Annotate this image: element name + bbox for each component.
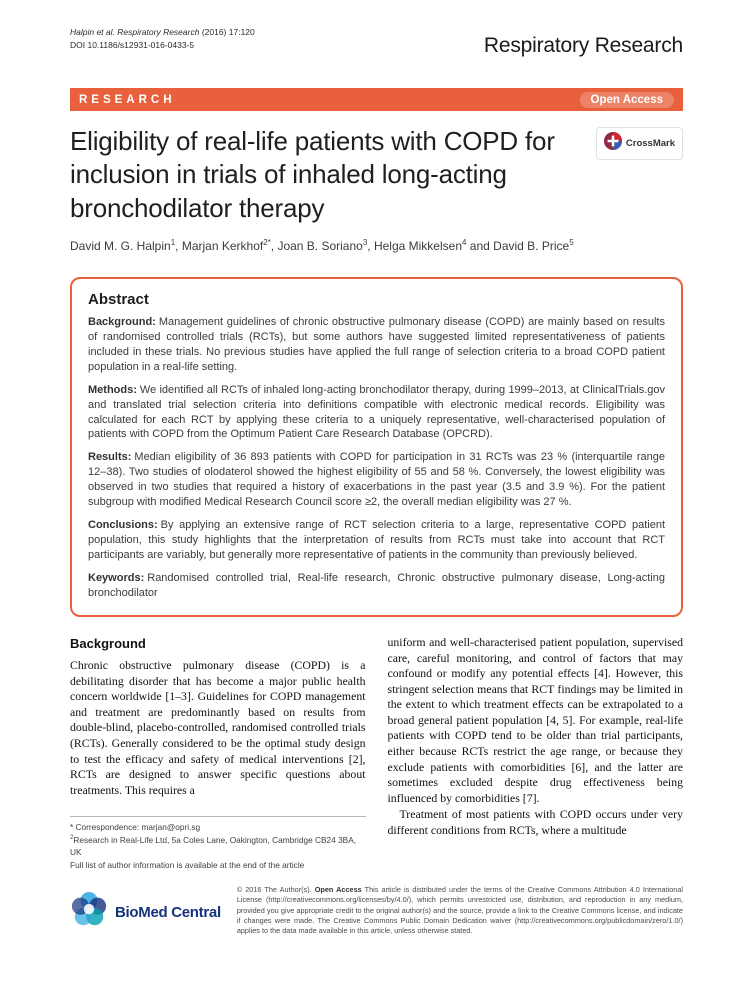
author-affiliation-mark: 3 — [362, 237, 368, 247]
abstract-heading: Abstract — [88, 290, 149, 308]
abstract-methods-label: Methods: — [88, 383, 137, 396]
footnote-block — [70, 816, 366, 871]
section-banner — [70, 88, 683, 111]
biomed-central-icon — [70, 891, 108, 934]
background-heading: Background — [70, 636, 146, 651]
affiliation-text: Research in Real-Life Ltd, 5a Coles Lane, Oakington, Cambridge CB24 3BA, UK — [70, 834, 357, 858]
full-list-note: Full list of author information is available at the end of the article — [70, 859, 305, 870]
author-affiliation-mark: 1 — [170, 237, 176, 247]
license-prefix: © 2016 The Author(s). — [236, 885, 315, 894]
crossmark-icon — [604, 132, 622, 155]
abstract-background-label: Background: — [88, 315, 156, 328]
author-affiliation-mark: 4 — [462, 237, 467, 247]
background-paragraph: Chronic obstructive pulmonary disease (COPD) is a debilitating disorder that has become a major public health concern worldwide [1–3]. Guidelines for COPD management and treatment are predominantly based on results from double-blind, placebo-controlled, randomised controlled trials (RCTs). Generally considered to be the optimal study design to test the efficacy and safety of medical interventions [2], RCTs are designed to answer specific questions about treatments. This requires a — [70, 658, 366, 797]
publisher-name: BioMed Central — [115, 904, 221, 921]
author-separator: , — [367, 238, 374, 253]
license-body: This article is distributed under the terms of the Creative Commons Attribution 4.0 International License (http://creativecommons.org/licenses/by/4.0/), which permits unrestricted use, distribution, and reproduction in any medium, provided you give appropriate credit to the original author(s) and the source, provide a link to the Creative Commons license, and indicate if changes were made. The Creative Commons Public Domain Dedication waiver (http://creativecommons.org/publicdomain/zero/1.0/) applies to the data made available in this article, unless otherwise stated. — [236, 885, 683, 936]
left-column-content — [70, 635, 366, 798]
left-column — [70, 635, 366, 871]
footer — [70, 885, 683, 937]
author-separator: , — [175, 238, 182, 253]
right-column — [388, 635, 684, 871]
author-affiliation-mark: 5 — [569, 237, 574, 247]
body-columns — [70, 635, 683, 871]
author-name: Marjan Kerkhof — [181, 238, 264, 253]
abstract-results-label: Results: — [88, 451, 132, 464]
license-text — [237, 885, 683, 937]
citation-block — [70, 26, 255, 52]
author-name: Joan B. Soriano — [277, 238, 363, 253]
abstract-methods-text: We identified all RCTs of inhaled long-acting bronchodilator therapy, during 1999–2013, at ClinicalTrials.gov and translated trial selection criteria into definitions compatible with electronic medical records. Eligibility was calculated for each RCT by applying these criteria to a uniquely representative, well-characterised population of patients with COPD from the Optimum Patient Care Research Database (OPCRD). — [88, 383, 665, 441]
crossmark-label: CrossMark — [625, 138, 675, 149]
author-name: David M. G. Halpin — [70, 238, 171, 253]
section-label: RESEARCH — [79, 93, 176, 106]
author-name: David B. Price — [493, 238, 570, 253]
publisher-logo — [70, 885, 221, 934]
journal-name: Respiratory Research — [483, 34, 683, 57]
body-paragraph: Treatment of most patients with COPD occurs under very different conditions from RCTs, where a multitude — [387, 807, 683, 837]
citation-italic-part: Halpin et al. Respiratory Research — [70, 27, 200, 37]
header — [70, 26, 683, 58]
open-access-badge: Open Access — [580, 92, 674, 108]
correspondence-note: * Correspondence: marjan@opri.sg — [70, 822, 201, 833]
abstract-background — [88, 315, 665, 375]
abstract-methods — [88, 383, 665, 443]
author-affiliation-mark: 2* — [263, 237, 271, 247]
abstract-results-text: Median eligibility of 36 893 patients with COPD for participation in 31 RCTs was 23 % (interquartile range 12–38). Two studies of olodaterol showed the highest eligibility of 55 and 58 %. Conversely, the lowest eligibility was observed in two studies that required a history of exacerbations in the past year (3.5 and 3.9 %). For the patient subgroup with modified Medical Research Council score ≥2, the overall median eligibility was 27 %. — [88, 451, 665, 509]
title-row — [70, 125, 683, 225]
author-line — [70, 238, 683, 253]
abstract-conclusions-label: Conclusions: — [88, 519, 158, 532]
abstract-background-text: Management guidelines of chronic obstructive pulmonary disease (COPD) are mainly based on results of randomised controlled trials (RCTs), but some authors have suggested limited representativeness of patients included in these trials. No previous studies have applied the full range of selection criteria to a broad COPD patient population in a real-life setting. — [88, 315, 665, 373]
page-title: Eligibility of real-life patients with COPD for inclusion in trials of inhaled long-acting bronchodilator therapy — [70, 126, 555, 223]
author-name: Helga Mikkelsen — [373, 238, 462, 253]
abstract-keywords-text: Randomised controlled trial, Real-life research, Chronic obstructive pulmonary disease, Long-acting bronchodilator — [88, 572, 665, 600]
affiliation-note — [70, 834, 366, 859]
doi-line: DOI 10.1186/s12931-016-0433-5 — [70, 40, 195, 51]
body-paragraph: uniform and well-characterised patient population, supervised care, careful monitoring, and control of factors that may confound or modify any potential effects [4]. However, this stringent selection means that RCT findings may be limited in the extent to which treatment effects can be extrapolated to a broad general patient population [4, 5]. For example, real-life patients with COPD tend to be older than trial participants, either because RCTs restrict the age range, or because they exclude patients with comorbidities [6], and the latter are sometimes excluded despite drug effectiveness being influenced by comorbidities [7]. — [387, 635, 683, 805]
abstract-conclusions-text: By applying an extensive range of RCT selection criteria to a large, representative COPD patient population, this study highlights that the interpretation of results from RCTs must take into account that RCT participants are variably, but generally more representative of patients in the community than previously believed. — [88, 519, 665, 562]
abstract-keywords — [88, 571, 665, 601]
abstract-keywords-label: Keywords: — [88, 572, 145, 585]
license-open-access: Open Access — [314, 885, 362, 894]
abstract-conclusions — [88, 518, 665, 563]
author-separator: and — [466, 238, 494, 253]
citation-line — [70, 26, 255, 39]
affiliation-superscript: 2 — [70, 834, 74, 841]
abstract-results — [88, 450, 665, 510]
crossmark-badge[interactable] — [596, 127, 683, 160]
author-separator: , — [270, 238, 278, 253]
abstract-box — [70, 277, 683, 617]
citation-rest: (2016) 17:120 — [199, 27, 255, 37]
